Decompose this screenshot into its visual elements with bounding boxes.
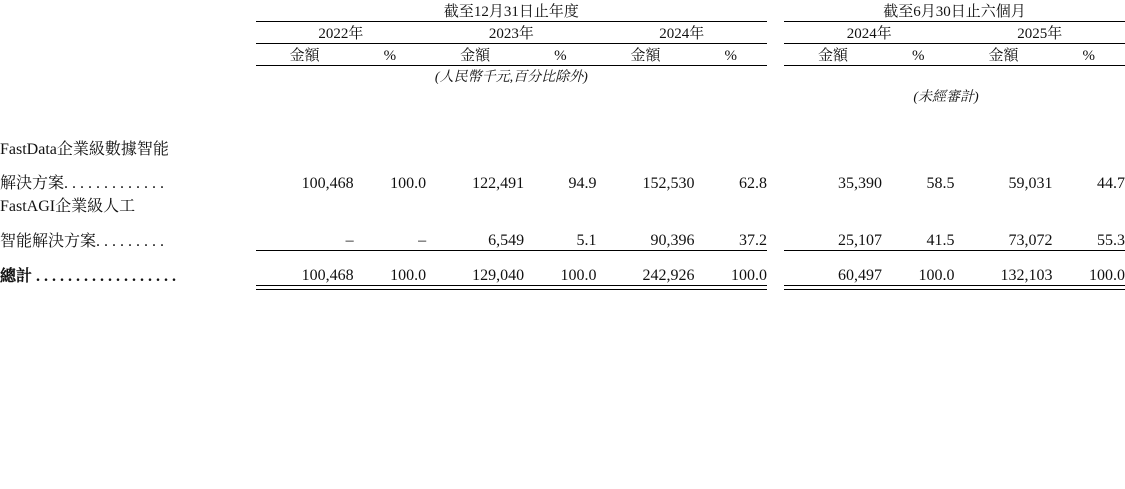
underline-2024-percent [695,286,767,290]
year-header-2023: 2023年 [426,22,596,44]
year-header-gap [767,22,784,44]
cell-fastagi-2023-percent: 5.1 [576,232,597,249]
row-label-line1-filler [256,136,1125,159]
cell-fastdata-2024-amount: 152,530 [642,175,695,192]
table-row [0,193,1125,216]
cell-fastdata-2025h1-amount: 59,031 [1008,175,1053,192]
year-header-2022: 2022年 [256,22,426,44]
cell-fastagi-2025h1-amount: 73,072 [1008,232,1053,249]
cell-total-2023-percent: 100.0 [524,251,596,286]
cell-total-2025h1-amount: 132,103 [954,251,1052,286]
cell-total-2023-amount: 129,040 [426,251,524,286]
table-row [0,136,1125,159]
cell-total-2024-percent: 100.0 [695,251,767,286]
cell-total-2024h1-amount: 60,497 [784,251,882,286]
underline-2024-amount [597,286,695,290]
sub-header-percent-2: % [524,44,596,66]
cell-fastdata-2025h1-percent: 44.7 [1097,175,1125,192]
underline-2023-percent [524,286,596,290]
cell-total-2024-amount: 242,926 [597,251,695,286]
underline-label-spacer [0,286,256,290]
unit-note: (人民幣千元,百分比除外) [434,70,588,85]
sub-header-amount-1: 金額 [256,44,354,66]
cell-fastdata-2024-percent: 62.8 [739,175,767,192]
cell-fastagi-2025h1-percent: 55.3 [1097,232,1125,249]
cell-fastagi-2024h1-percent: 41.5 [926,232,955,249]
audit-note-spacer [0,86,767,106]
corner-cell [0,0,256,22]
audit-note-row [0,86,1125,106]
sub-corner-cell [0,44,256,66]
cell-fastdata-2023-percent: 94.9 [568,175,597,192]
audit-note: (未經審計) [913,90,979,105]
row-gap-fastdata [767,159,784,193]
cell-fastdata-2024h1-amount: 35,390 [838,175,883,192]
cell-total-2022-percent: 100.0 [354,251,426,286]
underline-2025h1-amount [954,286,1052,290]
sub-header-gap [767,44,784,66]
cell-total-2024h1-percent: 100.0 [882,251,954,286]
table-row [0,159,1125,193]
sub-header-row [0,44,1125,66]
table-total-row [0,251,1125,286]
year-header-2025-interim: 2025年 [954,22,1125,44]
underline-2024h1-amount [784,286,882,290]
group-header-annual: 截至12月31日止年度 [256,0,767,22]
body-spacer-cell [0,106,1125,136]
cell-fastagi-2024-amount: 90,396 [650,232,695,249]
row-label-total: 總計 . . . . . . . . . . . . . . . . . . [0,267,177,285]
row-label-line2-filler [256,193,1125,216]
underline-2022-amount [256,286,354,290]
group-header-interim: 截至6月30日止六個月 [784,0,1125,22]
underline-2024h1-percent [882,286,954,290]
row-gap-fastagi [767,216,784,251]
cell-total-2025h1-percent: 100.0 [1052,251,1125,286]
body-spacer-row [0,106,1125,136]
sub-header-amount-4: 金額 [784,44,882,66]
sub-header-percent-5: % [1052,44,1125,66]
sub-header-amount-3: 金額 [597,44,695,66]
row-gap-total [767,251,784,286]
row-label-fastdata-line1: FastData企業級數據智能 [0,141,169,158]
cell-fastagi-2022-amount: – [345,232,354,249]
header-gap [767,0,784,22]
underline-2022-percent [354,286,426,290]
year-corner-cell [0,22,256,44]
cell-fastagi-2024h1-amount: 25,107 [838,232,883,249]
cell-fastagi-2023-amount: 6,549 [488,232,525,249]
cell-fastagi-2024-percent: 37.2 [739,232,767,249]
sub-header-amount-2: 金額 [426,44,524,66]
cell-fastdata-2022-amount: 100,468 [301,175,354,192]
year-header-row [0,22,1125,44]
cell-fastdata-2024h1-percent: 58.5 [926,175,955,192]
year-header-2024-annual: 2024年 [597,22,767,44]
cell-total-2022-amount: 100,468 [256,251,354,286]
unit-note-spacer [0,66,256,87]
cell-fastdata-2023-amount: 122,491 [472,175,525,192]
row-label-fastagi-line2: 智能解決方案. . . . . . . . . [0,232,165,250]
table-row [0,216,1125,251]
row-label-fastdata-line2: 解決方案. . . . . . . . . . . . . [0,175,165,192]
sub-header-percent-3: % [695,44,767,66]
cell-fastdata-2022-percent: 100.0 [390,175,427,192]
sub-header-amount-5: 金額 [954,44,1052,66]
cell-fastagi-2022-percent: – [418,232,427,249]
underline-2023-amount [426,286,524,290]
total-underline-row [0,286,1125,290]
underline-2025h1-percent [1052,286,1125,290]
underline-gap [767,286,784,290]
unit-note-row [0,66,1125,87]
year-header-2024-interim: 2024年 [784,22,954,44]
sub-header-percent-1: % [354,44,426,66]
row-label-fastagi-line1: FastAGI企業級人工 [0,198,136,215]
unit-note-right-spacer [767,66,1125,87]
sub-header-percent-4: % [882,44,954,66]
group-header-row [0,0,1125,22]
